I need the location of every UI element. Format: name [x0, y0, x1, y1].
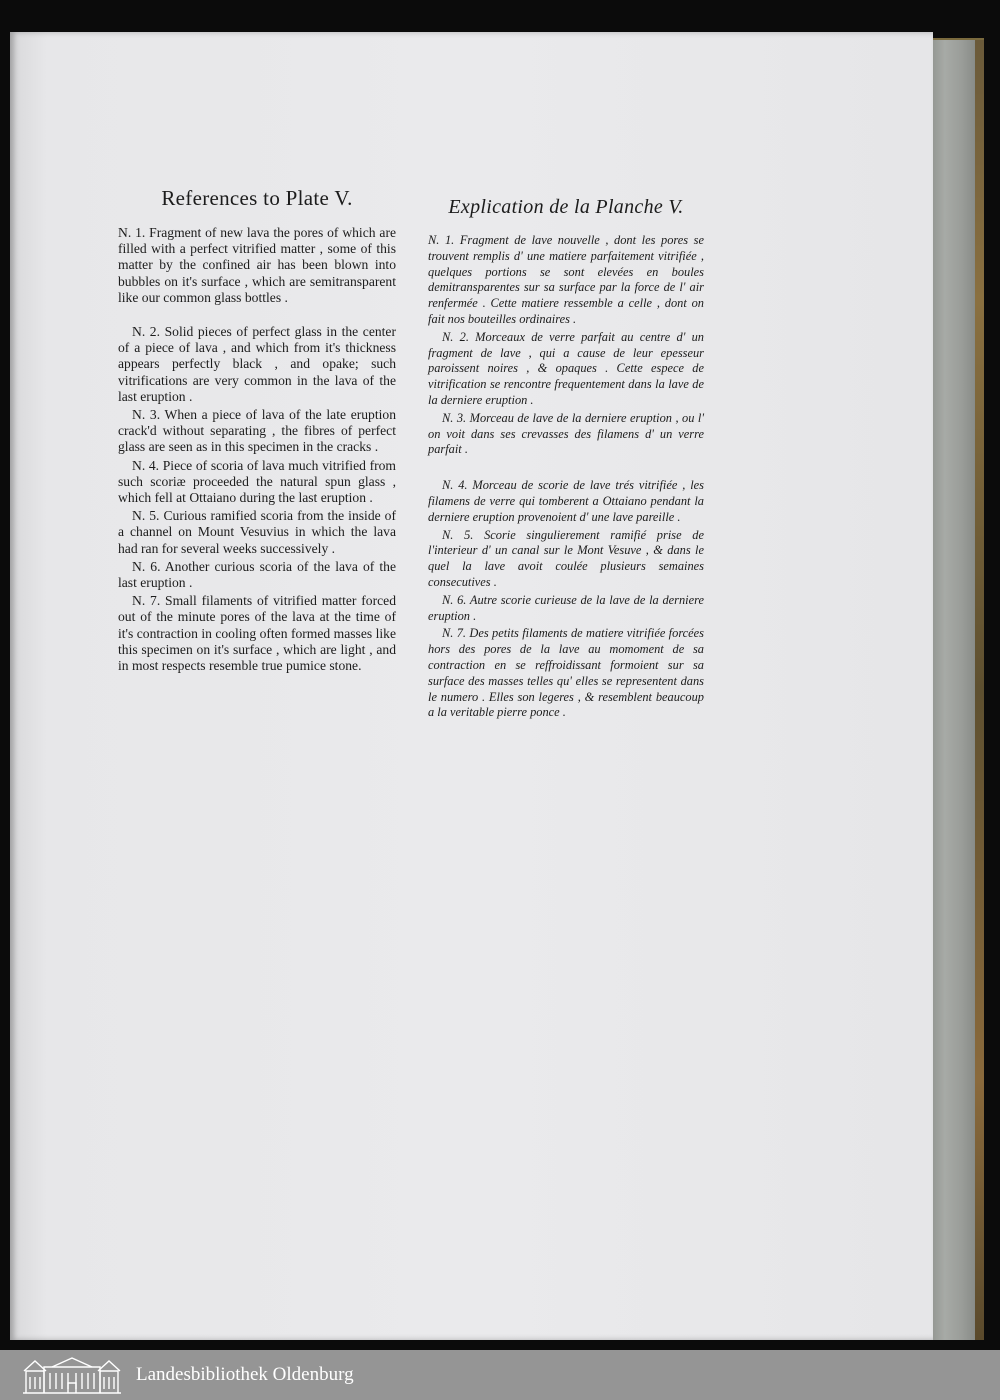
english-column	[118, 186, 396, 676]
english-paragraph-3: N. 3. When a piece of lava of the late eruption crack'd without separating , the fibres of perfect glass are seen as in this specimen in the cracks .	[118, 407, 396, 455]
english-paragraph-7: N. 7. Small filaments of vitrified matter forced out of the minute pores of the lava at the time of it's contraction in cooling often formed masses like this specimen on it's surface , which are light , and in most respects resemble true pumice stone.	[118, 593, 396, 674]
english-title: References to Plate V.	[161, 186, 353, 210]
french-paragraph-5: N. 5. Scorie singulierement ramifié prise de l'interieur d' un canal sur le Mont Vesuve , & dans le quel la lave avoit coulée plusieurs semaines consecutives .	[428, 527, 704, 589]
french-paragraph-6: N. 6. Autre scorie curieuse de la lave de la derniere eruption .	[428, 592, 704, 623]
english-paragraph-5: N. 5. Curious ramified scoria from the inside of a channel on Mount Vesuvius in which the lava had ran for several weeks successively .	[118, 508, 396, 556]
english-paragraph-6: N. 6. Another curious scoria of the lava of the last eruption .	[118, 558, 396, 591]
french-column	[428, 196, 704, 723]
french-paragraph-4: N. 4. Morceau de scorie de lave trés vitrifiée , les filamens de verre qui tomberent a Ottaiano pendant la derniere eruption provenoient d' une lave pareille .	[428, 478, 704, 524]
english-paragraph-1: N. 1. Fragment of new lava the pores of which are filled with a perfect vitrified matter , some of this matter by the confined air has been blown into bubbles on it's surface , which are semitransparent like our common glass bottles .	[118, 225, 396, 305]
english-paragraph-2: N. 2. Solid pieces of perfect glass in the center of a piece of lava , and which from it's thickness appears perfectly black , and opake; such vitrifications are very common in the lava of the last eruption .	[118, 324, 396, 404]
french-paragraph-1: N. 1. Fragment de lave nouvelle , dont les pores se trouvent remplis d' une matiere parfaitement vitrifiée , quelques portions se sont elevées en boules demitransparentes sur sa surface par la force de l' air renfermée . Cette matiere ressemble a celle , dont on fait nos bouteilles ordinaires .	[428, 233, 704, 326]
library-name: Landesbibliothek Oldenburg	[136, 1364, 354, 1385]
book-spine-edge	[975, 40, 984, 1340]
english-paragraph-4: N. 4. Piece of scoria of lava much vitrified from such scoriæ proceeded the natural spun glass , which fell at Ottaiano during the last eruption .	[118, 457, 396, 506]
french-title: Explication de la Planche V.	[448, 196, 684, 218]
library-building-icon	[22, 1355, 122, 1395]
french-paragraph-3: N. 3. Morceau de lave de la derniere eruption , ou l' on voit dans ses crevasses des filamens d' un verre parfait .	[428, 410, 704, 457]
french-paragraph-7: N. 7. Des petits filaments de matiere vitrifiée forcées hors des pores de la lave au momoment de sa contraction en se reffroidissant formoient sur sa surface des masses telles qu' elles se representent dans le numero . Elles son legeres , & resemblent beaucoup a la veritable pierre ponce .	[428, 626, 704, 720]
french-paragraph-2: N. 2. Morceaux de verre parfait au centre d' un fragment de lave , qui a cause de leur epesseur paroissent noires , & opaques . Cette espece de vitrification se rencontre frequentement dans la lave de la derniere eruption .	[428, 329, 704, 407]
